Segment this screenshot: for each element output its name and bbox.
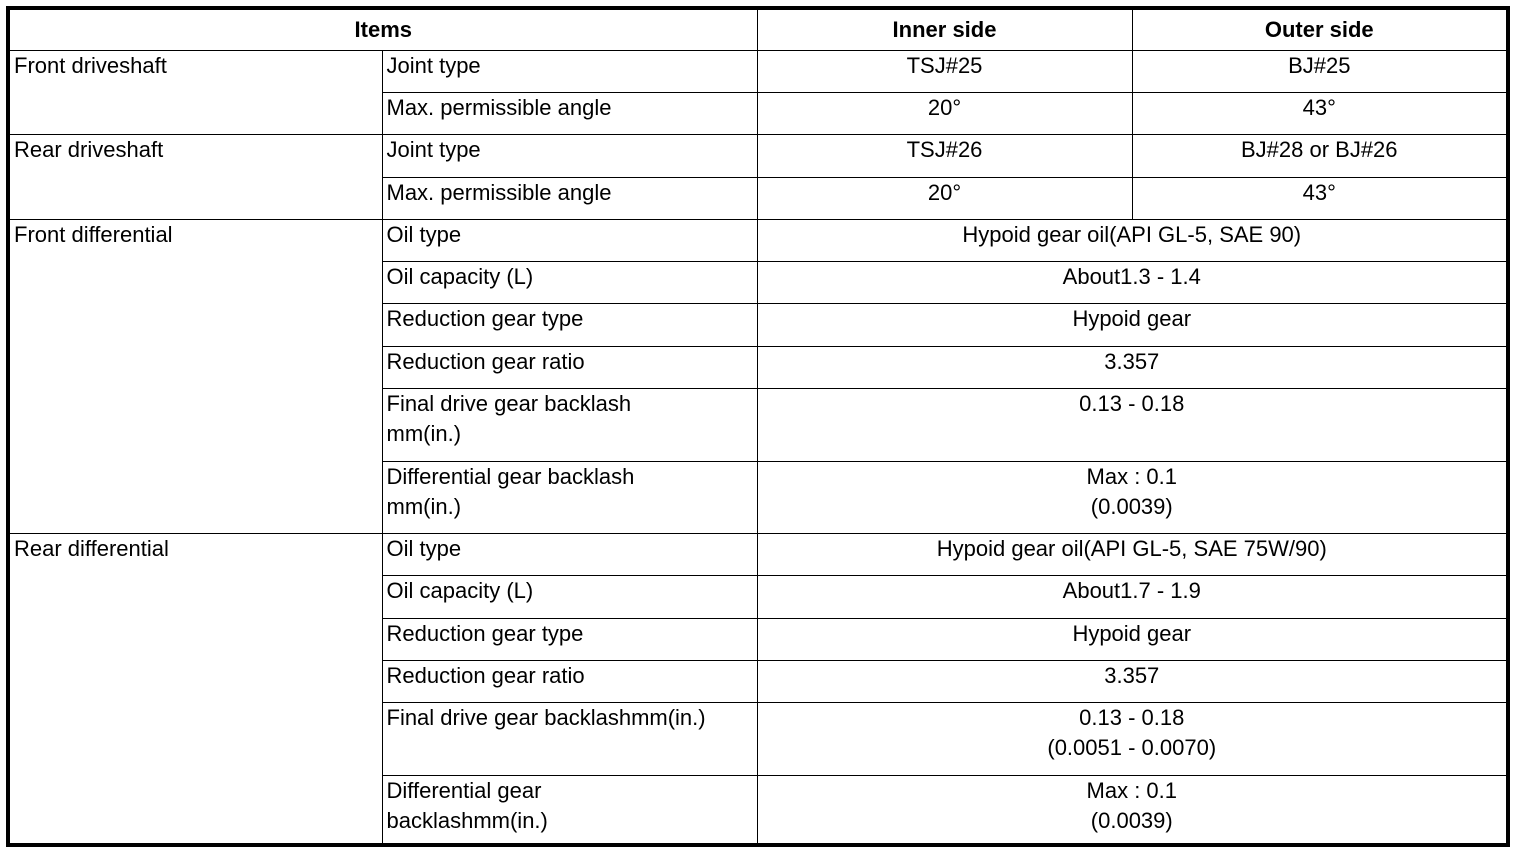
- item-label: [382, 461, 757, 533]
- item-label: Joint type: [382, 134, 757, 177]
- item-label-line: Final drive gear backlash: [386, 390, 632, 416]
- item-label: Oil capacity (L): [382, 575, 757, 618]
- group-front-differential: Front differential: [8, 219, 382, 533]
- spec-value: 3.357: [757, 660, 1508, 702]
- outer-value: 43°: [1132, 177, 1508, 219]
- spec-value-line: (0.0051 - 0.0070): [1047, 734, 1217, 760]
- spec-value: [757, 388, 1508, 461]
- item-label: Final drive gear backlashmm(in.): [382, 702, 757, 775]
- outer-value: BJ#28 or BJ#26: [1132, 134, 1508, 177]
- outer-value: 43°: [1132, 92, 1508, 134]
- inner-value: TSJ#26: [757, 134, 1132, 177]
- item-label: Oil type: [382, 219, 757, 261]
- item-label: Oil capacity (L): [382, 261, 757, 303]
- spec-value: [757, 461, 1508, 533]
- group-front-driveshaft: Front driveshaft: [8, 50, 382, 134]
- item-label: Reduction gear ratio: [382, 346, 757, 388]
- spec-value: Hypoid gear: [757, 618, 1508, 660]
- spec-value: [757, 702, 1508, 775]
- spec-value: Hypoid gear: [757, 303, 1508, 346]
- spec-value: About1.7 - 1.9: [757, 575, 1508, 618]
- table-header-row: [8, 8, 1508, 50]
- item-label: Reduction gear type: [382, 618, 757, 660]
- table-row: [8, 533, 1508, 575]
- item-label: Oil type: [382, 533, 757, 575]
- spec-value-line: 0.13 - 0.18: [1079, 390, 1185, 416]
- item-label-line: mm(in.): [386, 420, 462, 446]
- table-row: [8, 50, 1508, 92]
- header-items: Items: [8, 8, 757, 50]
- table-row: [8, 219, 1508, 261]
- spec-value-line: Max : 0.1: [1086, 463, 1177, 489]
- header-outer-side: Outer side: [1132, 8, 1508, 50]
- item-label-line: mm(in.): [386, 493, 462, 519]
- group-rear-driveshaft: Rear driveshaft: [8, 134, 382, 219]
- specification-table: [6, 6, 1510, 847]
- item-label: Reduction gear type: [382, 303, 757, 346]
- table-row: [8, 134, 1508, 177]
- spec-value: Hypoid gear oil(API GL-5, SAE 75W/90): [757, 533, 1508, 575]
- item-label: Reduction gear ratio: [382, 660, 757, 702]
- inner-value: 20°: [757, 92, 1132, 134]
- item-label-line: backlashmm(in.): [386, 807, 548, 833]
- group-rear-differential: Rear differential: [8, 533, 382, 845]
- spec-value: Hypoid gear oil(API GL-5, SAE 90): [757, 219, 1508, 261]
- header-inner-side: Inner side: [757, 8, 1132, 50]
- spec-value: About1.3 - 1.4: [757, 261, 1508, 303]
- outer-value: BJ#25: [1132, 50, 1508, 92]
- spec-value-line: (0.0039): [1090, 807, 1173, 833]
- item-label: Max. permissible angle: [382, 177, 757, 219]
- item-label: [382, 388, 757, 461]
- spec-value: [757, 775, 1508, 845]
- item-label: Max. permissible angle: [382, 92, 757, 134]
- spec-value-line: (0.0039): [1090, 493, 1173, 519]
- item-label-line: Differential gear backlash: [386, 463, 635, 489]
- item-label-line: Differential gear: [386, 777, 542, 803]
- spec-value-line: 0.13 - 0.18: [1079, 704, 1185, 730]
- spec-value-line: Max : 0.1: [1086, 777, 1177, 803]
- spec-value: 3.357: [757, 346, 1508, 388]
- item-label: [382, 775, 757, 845]
- inner-value: TSJ#25: [757, 50, 1132, 92]
- inner-value: 20°: [757, 177, 1132, 219]
- item-label: Joint type: [382, 50, 757, 92]
